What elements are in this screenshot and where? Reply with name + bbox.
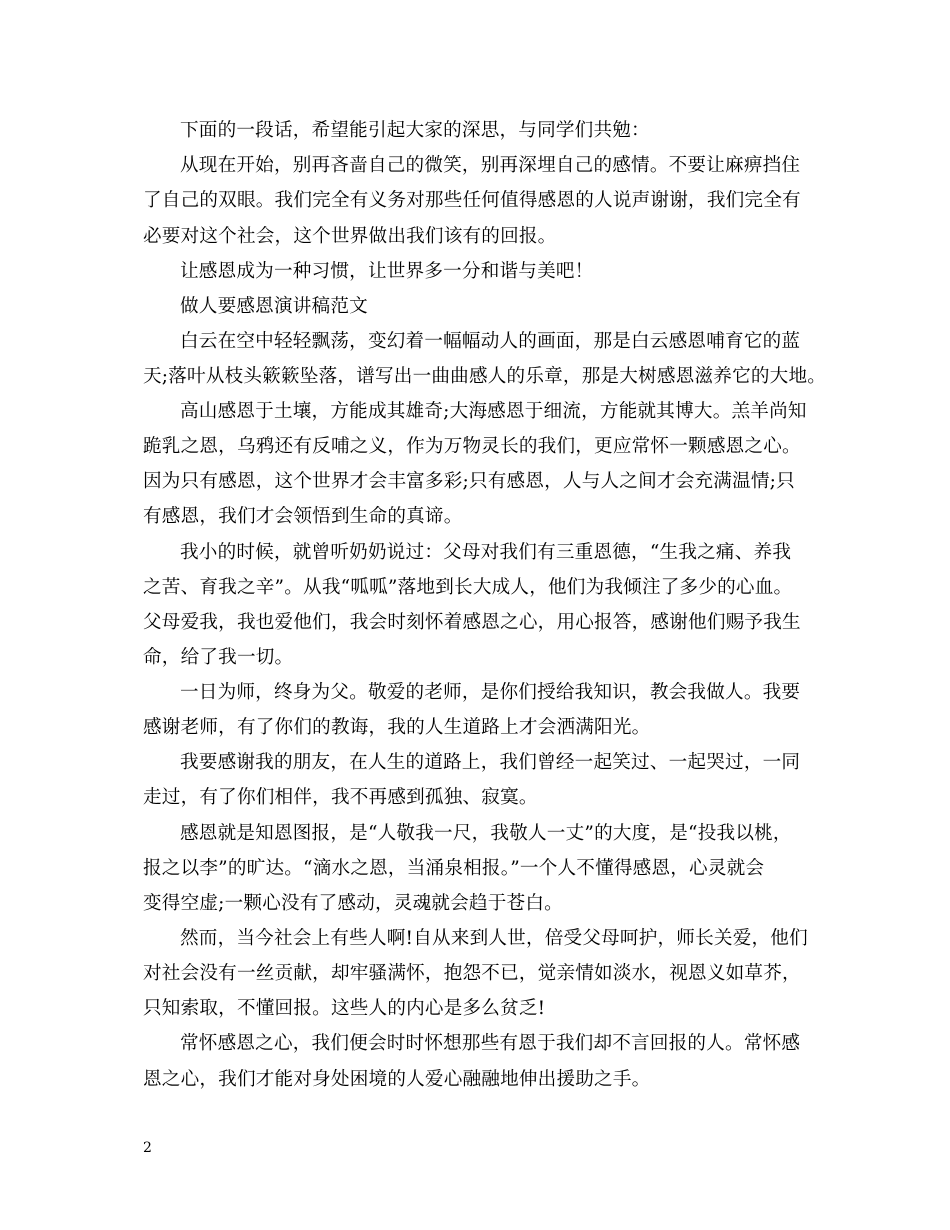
text-line: 只知索取，不懂回报。这些人的内心是多么贫乏! bbox=[143, 998, 546, 1019]
text-line: 了自己的双眼。我们完全有义务对那些任何值得感恩的人说声谢谢，我们完全有 bbox=[143, 190, 801, 211]
text-line: 一日为师，终身为父。敬爱的老师，是你们授给我知识，教会我做人。我要 bbox=[180, 682, 801, 703]
text-line: 走过，有了你们相伴，我不再感到孤独、寂寞。 bbox=[143, 787, 538, 808]
text-line: 变得空虚;一颗心没有了感动，灵魂就会趋于苍白。 bbox=[143, 893, 563, 914]
text-line: 高山感恩于土壤，方能成其雄奇;大海感恩于细流，方能就其博大。羔羊尚知 bbox=[180, 401, 807, 422]
text-line: 常怀感恩之心，我们便会时时怀想那些有恩于我们却不言回报的人。常怀感 bbox=[180, 1033, 801, 1054]
text-line: 跪乳之恩，乌鸦还有反哺之义，作为万物灵长的我们，更应常怀一颗感恩之心。 bbox=[143, 436, 801, 457]
text-line: 然而，当今社会上有些人啊!自从来到人世，倍受父母呵护，师长关爱，他们 bbox=[180, 928, 808, 949]
text-line: 让感恩成为一种习惯，让世界多一分和谐与美吧！ bbox=[180, 261, 594, 282]
text-line: 因为只有感恩，这个世界才会丰富多彩;只有感恩，人与人之间才会充满温情;只 bbox=[143, 471, 795, 492]
text-line: 我要感谢我的朋友，在人生的道路上，我们曾经一起笑过、一起哭过，一同 bbox=[180, 752, 801, 773]
text-line: 从现在开始，别再吝啬自己的微笑，别再深埋自己的感情。不要让麻痹挡住 bbox=[180, 155, 801, 176]
page-number: 2 bbox=[143, 1140, 152, 1156]
text-line: 白云在空中轻轻飘荡，变幻着一幅幅动人的画面，那是白云感恩哺育它的蓝 bbox=[180, 331, 801, 352]
text-line: 之苦、育我之辛”。从我“呱呱”落地到长大成人，他们为我倾注了多少的心血。 bbox=[143, 577, 793, 598]
text-line: 必要对这个社会，这个世界做出我们该有的回报。 bbox=[143, 226, 557, 247]
text-line: 感恩就是知恩图报，是“人敬我一尺，我敬人一丈”的大度，是“投我以桃， bbox=[180, 823, 792, 844]
text-line: 天;落叶从枝头簌簌坠落，谱写出一曲曲感人的乐章，那是大树感恩滋养它的大地。 bbox=[143, 366, 827, 387]
text-line: 我小的时候，就曾听奶奶说过：父母对我们有三重恩德，“生我之痛、养我 bbox=[180, 542, 792, 563]
text-line: 恩之心，我们才能对身处困境的人爱心融融地伸出援助之手。 bbox=[143, 1069, 651, 1090]
text-line: 有感恩，我们才会领悟到生命的真谛。 bbox=[143, 506, 463, 527]
text-line: 命，给了我一切。 bbox=[143, 647, 294, 668]
text-line: 父母爱我，我也爱他们，我会时刻怀着感恩之心，用心报答，感谢他们赐予我生 bbox=[143, 612, 801, 633]
text-line: 对社会没有一丝贡献，却牢骚满怀，抱怨不已，觉亲情如淡水，视恩义如草芥， bbox=[143, 963, 801, 984]
section-heading: 做人要感恩演讲稿范文 bbox=[180, 296, 368, 317]
text-line: 下面的一段话，希望能引起大家的深思，与同学们共勉： bbox=[180, 120, 650, 141]
text-line: 感谢老师，有了你们的教诲，我的人生道路上才会洒满阳光。 bbox=[143, 717, 651, 738]
text-line: 报之以李”的旷达。“滴水之恩，当涌泉相报。”一个人不懂得感恩，心灵就会 bbox=[143, 858, 765, 879]
